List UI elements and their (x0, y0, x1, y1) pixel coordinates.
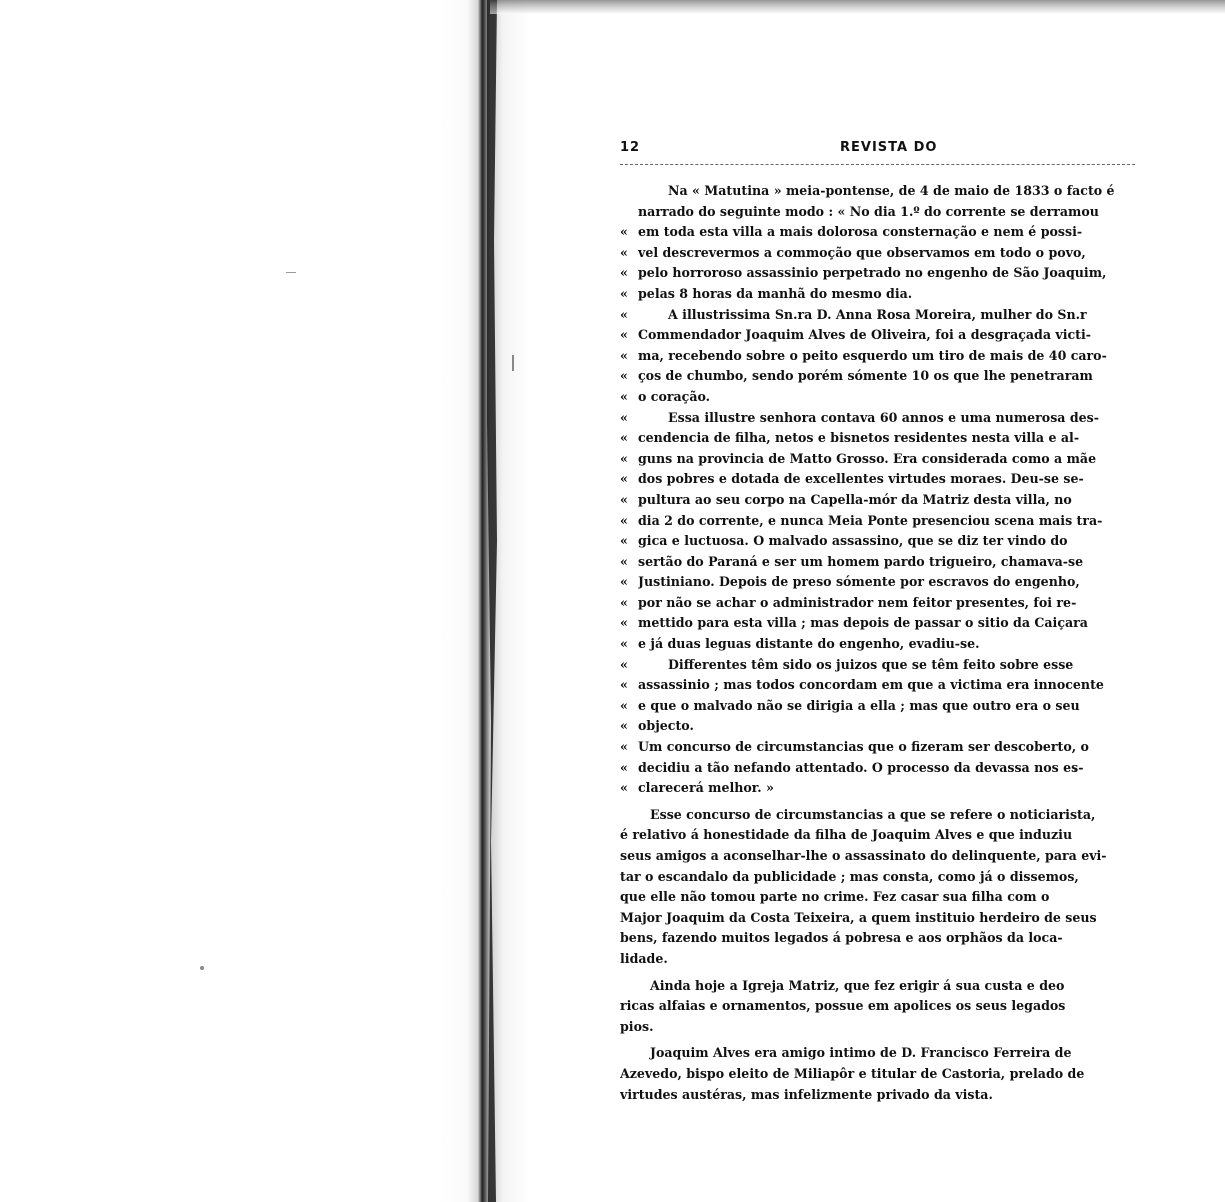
scan-speck (286, 272, 296, 273)
quote-mark: « (620, 491, 628, 507)
quote-mark: « (620, 265, 628, 281)
paragraph (620, 1043, 1135, 1105)
quote-line (620, 305, 1135, 326)
quote-mark: « (620, 739, 628, 755)
quote-mark (620, 181, 638, 202)
paragraph-line-text: é relativo á honestidade da filha de Joaquim Alves e que induziu (620, 827, 1073, 843)
book-page (620, 140, 1135, 1105)
paragraph-line (620, 1064, 1135, 1085)
quote-mark: « (620, 306, 628, 322)
quote-line-text: narrado do seguinte modo : « No dia 1.º do corrente se derramou (638, 203, 1099, 219)
scan-speck (200, 966, 204, 970)
paragraph-line (620, 908, 1135, 929)
paragraph-line-text: seus amigos a aconselhar-lhe o assassinato do delinquente, para evi- (620, 848, 1107, 863)
quote-mark: « (620, 471, 628, 487)
quote-line-text: Na « Matutina » meia-pontense, de 4 de maio de 1833 o facto é (668, 183, 1115, 198)
quote-line-text: dia 2 do corrente, e nunca Meia Ponte presenciou scena mais tra- (638, 512, 1103, 528)
paragraph-line (620, 805, 1135, 826)
quote-line-text: pultura ao seu corpo na Capella-mór da Matriz desta villa, no (638, 491, 1072, 507)
paragraph-line (620, 976, 1135, 997)
quote-line-text: vel descrevermos a commoção que observamos em todo o povo, (638, 244, 1086, 260)
quote-line (620, 449, 1135, 470)
quote-line (620, 737, 1135, 758)
quote-line (620, 263, 1135, 284)
quote-line-text: mettido para esta villa ; mas depois de passar o sitio da Caiçara (638, 615, 1088, 631)
quote-mark: « (620, 656, 628, 672)
quote-mark: « (620, 636, 628, 652)
quote-line (620, 778, 1135, 799)
paragraph-line (620, 928, 1135, 949)
scan-speck (512, 355, 514, 371)
quote-line-text: pelas 8 horas da manhã do mesmo dia. (638, 285, 913, 301)
quote-line-text: gica e luctuosa. O malvado assassino, que se diz ter vindo do (638, 533, 1068, 549)
quote-line-text: cendencia de filha, netos e bisnetos residentes nesta villa e al- (638, 430, 1080, 446)
quote-mark: « (620, 677, 628, 693)
quote-mark: « (620, 759, 628, 775)
quote-line-text: e que o malvado não se dirigia a ella ; mas que outro era o seu (638, 697, 1080, 713)
quote-line (620, 222, 1135, 243)
quote-line-text: ços de chumbo, sendo porém sómente 10 os que lhe penetraram (638, 368, 1093, 384)
quote-line-text: decidiu a tão nefando attentado. O processo da devassa nos es- (638, 759, 1084, 775)
quote-line-text: o coração. (638, 388, 711, 404)
quote-mark: « (620, 430, 628, 446)
paragraph-line-text: que elle não tomou parte no crime. Fez casar sua filha com o (620, 889, 1050, 905)
quote-line-text: assassinio ; mas todos concordam em que a victima era innocente (638, 677, 1104, 693)
quote-line-text: Um concurso de circumstancias que o fizeram ser descoberto, o (638, 739, 1089, 755)
paragraph (620, 805, 1135, 970)
quote-line (620, 696, 1135, 717)
quote-mark: « (620, 718, 628, 734)
quote-line (620, 202, 1135, 223)
quote-line-text: e já duas leguas distante do engenho, evadiu-se. (638, 636, 980, 652)
quote-line-text: objecto. (638, 718, 694, 734)
paragraph (620, 976, 1135, 1038)
paragraph-line (620, 846, 1135, 867)
quote-line-text: Commendador Joaquim Alves de Oliveira, foi a desgraçada victi- (638, 327, 1092, 343)
quote-line (620, 490, 1135, 511)
paragraph-line-text: Esse concurso de circumstancias a que se refere o noticiarista, (650, 806, 1096, 822)
quote-line-text: Essa illustre senhora contava 60 annos e uma numerosa des- (668, 409, 1099, 425)
quote-line (620, 469, 1135, 490)
paragraph-line (620, 1017, 1135, 1038)
page-body (620, 181, 1135, 1105)
quote-line (620, 366, 1135, 387)
quote-line (620, 408, 1135, 429)
quote-mark: « (620, 368, 628, 384)
page-header (620, 140, 1135, 165)
paragraph-line-text: Ainda hoje a Igreja Matriz, que fez erigir á sua custa e deo (650, 977, 1065, 993)
quote-line (620, 675, 1135, 696)
paragraph-line (620, 996, 1135, 1017)
quote-line (620, 758, 1135, 779)
quote-mark: « (620, 327, 628, 343)
quote-line (620, 531, 1135, 552)
quote-line (620, 716, 1135, 737)
quote-line (620, 325, 1135, 346)
quote-line-text: sertão do Paraná e ser um homem pardo trigueiro, chamava-se (638, 553, 1084, 569)
quote-mark (620, 202, 638, 223)
quote-line (620, 593, 1135, 614)
paragraph-line-text: ricas alfaias e ornamentos, possue em apolices os seus legados (620, 998, 1066, 1014)
quote-line-text: clarecerá melhor. » (638, 780, 774, 796)
quote-mark: « (620, 388, 628, 404)
paragraph-line (620, 1043, 1135, 1064)
book-spine (440, 0, 530, 1202)
paragraph-line (620, 949, 1135, 970)
quote-mark: « (620, 450, 628, 466)
quote-mark: « (620, 347, 628, 363)
paragraph-line-text: Azevedo, bispo eleito de Miliapôr e titular de Castoria, prelado de (620, 1065, 1085, 1081)
quote-mark: « (620, 512, 628, 528)
quote-line-text: em toda esta villa a mais dolorosa consternação e nem é possi- (638, 224, 1083, 240)
quote-line (620, 511, 1135, 532)
paragraph-line (620, 887, 1135, 908)
quote-mark: « (620, 244, 628, 260)
quote-mark: « (620, 409, 628, 425)
running-title: REVISTA DO (840, 140, 938, 155)
paragraph-line-text: bens, fazendo muitos legados á pobresa e aos orphãos da loca- (620, 930, 1063, 946)
commentary-paragraphs (620, 805, 1135, 1105)
quote-mark: « (620, 615, 628, 631)
quote-mark: « (620, 594, 628, 610)
quote-mark: « (620, 553, 628, 569)
paragraph-line-text: Major Joaquim da Costa Teixeira, a quem instituio herdeiro de seus (620, 909, 1097, 925)
quote-line (620, 181, 1135, 202)
quote-line-text: dos pobres e dotada de excellentes virtudes moraes. Deu-se se- (638, 471, 1084, 487)
page-number: 12 (620, 140, 641, 155)
quote-line (620, 655, 1135, 676)
paragraph-line-text: lidade. (620, 950, 668, 966)
quote-line (620, 613, 1135, 634)
paragraph-line-text: tar o escandalo da publicidade ; mas consta, como já o dissemos, (620, 868, 1079, 884)
quote-line (620, 634, 1135, 655)
quote-line (620, 243, 1135, 264)
quoted-newspaper-passage (620, 181, 1135, 799)
quote-mark: « (620, 780, 628, 796)
quote-line-text: A illustrissima Sn.ra D. Anna Rosa Moreira, mulher do Sn.r (668, 306, 1087, 322)
quote-mark: « (620, 533, 628, 549)
paragraph-line-text: pios. (620, 1018, 654, 1034)
quote-mark: « (620, 224, 628, 240)
quote-line-text: guns na provincia de Matto Grosso. Era considerada como a mãe (638, 450, 1097, 466)
quote-line (620, 552, 1135, 573)
quote-mark: « (620, 574, 628, 590)
quote-line-text: por não se achar o administrador nem feitor presentes, foi re- (638, 594, 1077, 610)
quote-line (620, 284, 1135, 305)
quote-line (620, 387, 1135, 408)
paragraph-line-text: virtudes austéras, mas infelizmente privado da vista. (620, 1086, 993, 1102)
paragraph-line-text: Joaquim Alves era amigo intimo de D. Francisco Ferreira de (650, 1045, 1072, 1061)
quote-line-text: pelo horroroso assassinio perpetrado no engenho de São Joaquim, (638, 265, 1107, 281)
quote-line-text: Differentes têm sido os juizos que se têm feito sobre esse (668, 656, 1074, 672)
quote-mark: « (620, 285, 628, 301)
quote-line (620, 428, 1135, 449)
quote-line-text: ma, recebendo sobre o peito esquerdo um tiro de mais de 40 caro- (638, 347, 1107, 363)
quote-mark: « (620, 697, 628, 713)
quote-line (620, 572, 1135, 593)
paragraph-line (620, 825, 1135, 846)
paragraph-line (620, 867, 1135, 888)
page-top-edge (490, 0, 1225, 14)
quote-line-text: Justiniano. Depois de preso sómente por escravos do engenho, (638, 574, 1080, 590)
paragraph-line (620, 1085, 1135, 1106)
quote-line (620, 346, 1135, 367)
